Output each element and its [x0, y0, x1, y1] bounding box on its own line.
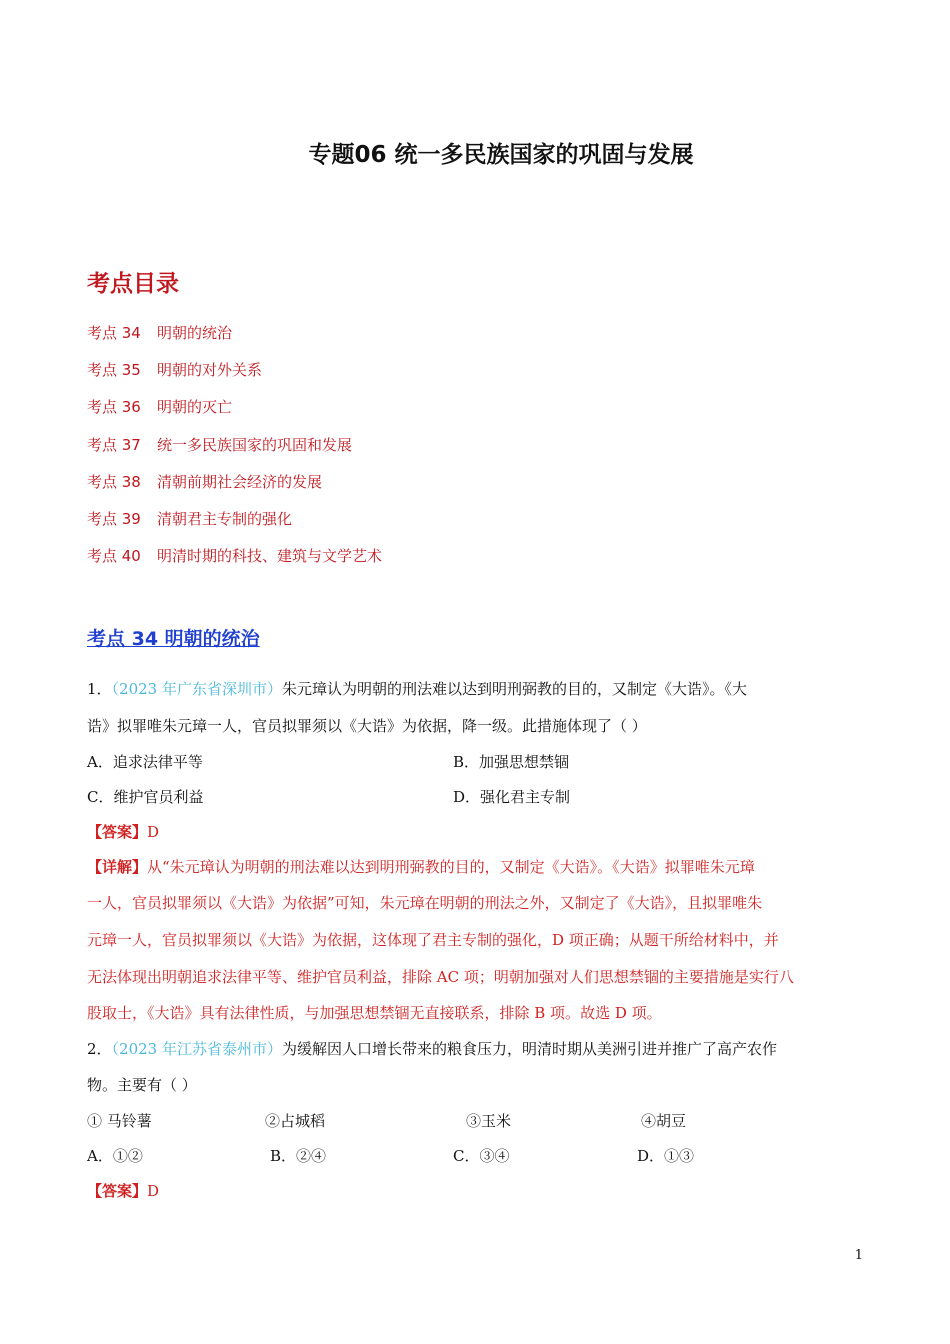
- toc-item-label: 明朝的统治: [157, 324, 233, 342]
- q2-answer: [87, 1180, 159, 1201]
- q2-option-a: A．①②: [87, 1147, 143, 1165]
- q1-option-b: B．加强思想禁锢: [453, 753, 570, 771]
- answer-tag: 【答案】: [87, 823, 148, 841]
- toc-item[interactable]: [87, 471, 322, 492]
- q2-item: ②占城稻: [265, 1112, 326, 1130]
- q2-source: （2023 年江苏省泰州市）: [111, 1040, 282, 1058]
- section-heading[interactable]: 考点 34 明朝的统治: [87, 628, 260, 650]
- toc-heading: 考点目录: [87, 271, 179, 297]
- q1-stem-text: 朱元璋认为明朝的刑法难以达到明刑弼教的目的，又制定《大诰》。《大: [282, 680, 748, 698]
- toc-item[interactable]: [87, 396, 232, 417]
- toc-item[interactable]: [87, 359, 262, 380]
- page-number: 1: [854, 1248, 863, 1263]
- q1-option-c: C．维护官员利益: [87, 788, 204, 806]
- q1-option-a: A．追求法律平等: [87, 753, 203, 771]
- toc-item[interactable]: [87, 434, 352, 455]
- toc-item-num: 考点 38: [87, 473, 141, 491]
- toc-item-num: 考点 34: [87, 324, 141, 342]
- q2-stem-text: 为缓解因人口增长带来的粮食压力，明清时期从美洲引进并推广了高产农作: [282, 1040, 778, 1058]
- q2-item: ① 马铃薯: [87, 1112, 152, 1130]
- toc-item-label: 清朝君主专制的强化: [157, 510, 293, 528]
- q1-detail-line: 股取士，《大诰》具有法律性质，与加强思想禁锢无直接联系，排除 B 项。故选 D 项。: [87, 1004, 662, 1022]
- toc-item[interactable]: [87, 508, 292, 529]
- toc-item[interactable]: [87, 545, 382, 566]
- q2-option-c: C．③④: [453, 1147, 510, 1165]
- answer-tag: 【答案】: [87, 1182, 148, 1200]
- q1-stem-line: 诰》拟罪唯朱元璋一人，官员拟罪须以《大诰》为依据，降一级。此措施体现了（ ）: [87, 717, 647, 735]
- toc-item-label: 清朝前期社会经济的发展: [157, 473, 323, 491]
- q2-number: 2．: [87, 1040, 112, 1058]
- toc-item-num: 考点 40: [87, 547, 141, 565]
- q1-number: 1．: [87, 680, 112, 698]
- q2-option-d: D．①③: [637, 1147, 695, 1165]
- q1-source: （2023 年广东省深圳市）: [111, 680, 282, 698]
- toc-item-label: 明清时期的科技、建筑与文学艺术: [157, 547, 383, 565]
- q2-option-b: B．②④: [270, 1147, 327, 1165]
- q2-stem-line: 物。主要有（ ）: [87, 1076, 197, 1094]
- q1-detail-line: 无法体现出明朝追求法律平等、维护官员利益，排除 AC 项；明朝加强对人们思想禁锢的主要措施是实行八: [87, 968, 794, 986]
- detail-text: 从“朱元璋认为明朝的刑法难以达到明刑弼教的目的，又制定《大诰》。《大诰》拟罪唯朱元璋: [147, 858, 755, 876]
- q2-item: ③玉米: [466, 1112, 512, 1130]
- q1-answer: [87, 821, 159, 842]
- q1-option-d: D．强化君主专制: [453, 788, 571, 806]
- toc-item-label: 统一多民族国家的巩固和发展: [157, 436, 353, 454]
- q2-item: ④胡豆: [641, 1112, 687, 1130]
- q1-detail-line: 一人，官员拟罪须以《大诰》为依据”可知，朱元璋在明朝的刑法之外，又制定了《大诰》，且拟罪唯朱: [87, 894, 763, 912]
- q1-detail-line: 元璋一人，官员拟罪须以《大诰》为依据，这体现了君主专制的强化，D 项正确；从题干所给材料中，并: [87, 931, 779, 949]
- q2-stem-line: [87, 1038, 777, 1059]
- toc-item-num: 考点 35: [87, 361, 141, 379]
- toc-item-num: 考点 37: [87, 436, 141, 454]
- answer-value: D: [147, 823, 160, 841]
- toc-item[interactable]: [87, 322, 232, 343]
- toc-item-label: 明朝的对外关系: [157, 361, 263, 379]
- answer-value: D: [147, 1182, 160, 1200]
- q1-stem-line: [87, 678, 747, 699]
- toc-item-label: 明朝的灭亡: [157, 398, 233, 416]
- toc-item-num: 考点 36: [87, 398, 141, 416]
- toc-item-num: 考点 39: [87, 510, 141, 528]
- q1-detail-line: [87, 856, 755, 877]
- detail-tag: 【详解】: [87, 858, 148, 876]
- page-title: 专题06 统一多民族国家的巩固与发展: [308, 142, 694, 168]
